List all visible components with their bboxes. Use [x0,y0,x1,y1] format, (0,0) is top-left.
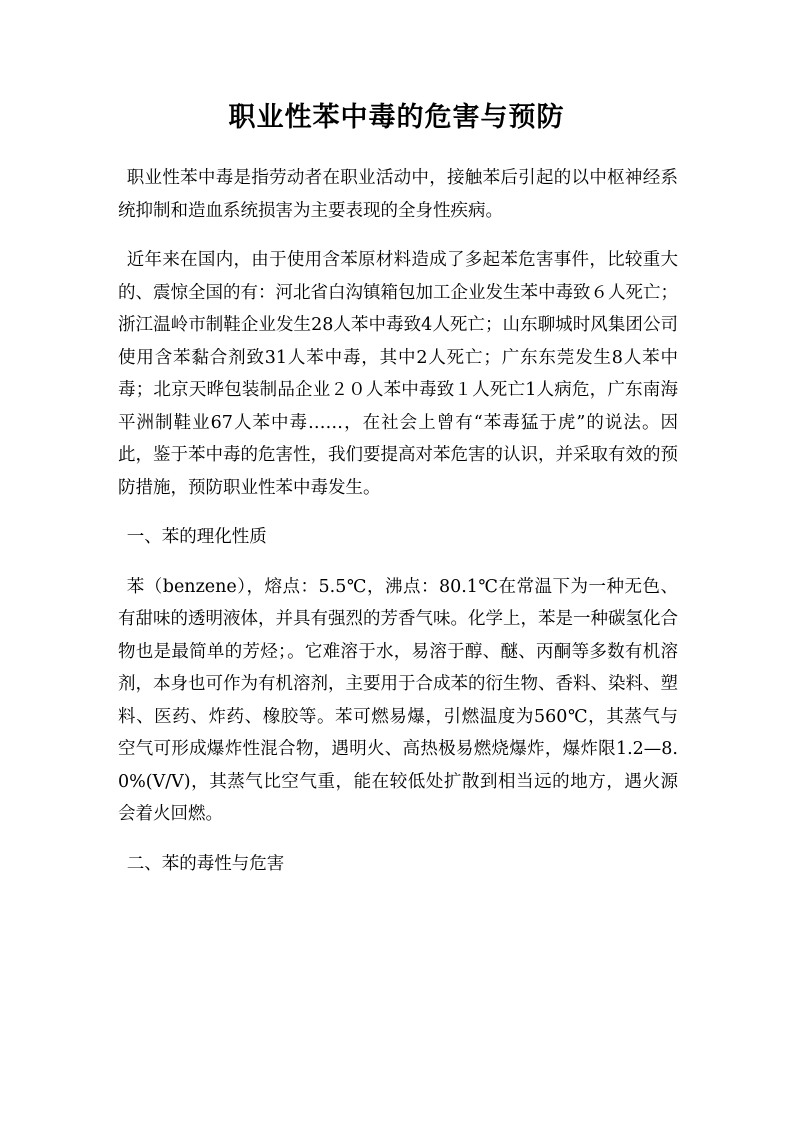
page-title: 职业性苯中毒的危害与预防 [228,102,565,133]
document-body [118,162,678,897]
paragraph-properties: 苯（benzene），熔点：5.5℃，沸点：80.1℃在常温下为一种无色、有甜味的透明液体，并具有强烈的芳香气味。化学上，苯是一种碳氢化合物也是最简单的芳烃；。它难溶于水，易溶于醇、醚、丙酮等多数有机溶剂，本身也可作为有机溶剂，主要用于合成苯的衍生物、香料、染料、塑料、医药、炸药、橡胶等。苯可燃易爆，引燃温度为560℃，其蒸气与空气可形成爆炸性混合物，遇明火、高热极易燃烧爆炸，爆炸限1.2—8.0%(V/V)，其蒸气比空气重，能在较低处扩散到相当远的地方，遇火源会着火回燃。 [118,576,678,824]
section-heading-properties: 一、苯的理化性质 [126,527,267,547]
paragraph-incidents: 近年来在国内，由于使用含苯原材料造成了多起苯危害事件，比较重大的、震惊全国的有：河北省白沟镇箱包加工企业发生苯中毒致６人死亡；浙江温岭市制鞋企业发生28人苯中毒致4人死亡；山东聊城时风集团公司使用含苯黏合剂致31人苯中毒，其中2人死亡；广东东莞发生8人苯中毒；北京天晔包装制品企业２０人苯中毒致１人死亡1人病危，广东南海平洲制鞋业67人苯中毒……，在社会上曾有“苯毒猛于虎”的说法。因此，鉴于苯中毒的危害性，我们要提高对苯危害的认识，并采取有效的预防措施，预防职业性苯中毒发生。 [118,250,678,498]
paragraph-definition: 职业性苯中毒是指劳动者在职业活动中，接触苯后引起的以中枢神经系统抑制和造血系统损害为主要表现的全身性疾病。 [118,168,678,221]
section-heading-toxicity: 二、苯的毒性与危害 [126,853,285,874]
